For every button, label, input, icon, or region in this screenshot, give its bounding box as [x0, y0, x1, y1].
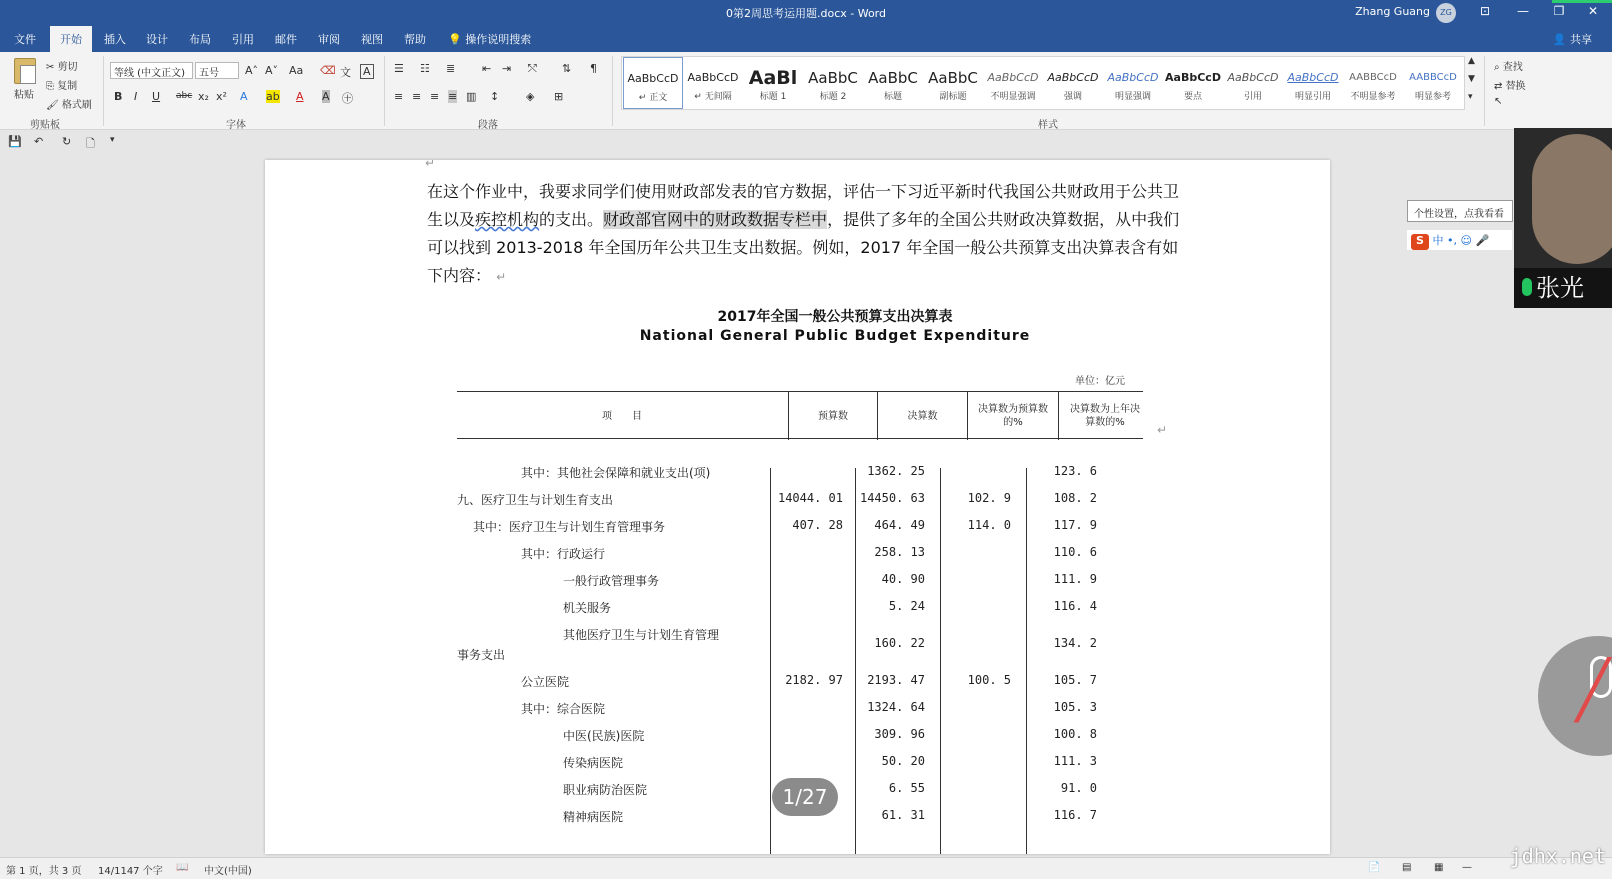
- spelling-flag-text: 疾控机构: [475, 210, 540, 229]
- increase-indent-icon[interactable]: ⇥: [502, 62, 512, 75]
- pinyin-icon[interactable]: 文: [340, 66, 351, 79]
- person-icon: 👤: [1552, 33, 1570, 46]
- cell-ratio-last: 111. 9: [1053, 572, 1097, 586]
- cell-actual: 40. 90: [881, 572, 925, 586]
- style-normal[interactable]: [623, 57, 683, 109]
- table-row: [265, 514, 1330, 541]
- font-size-select[interactable]: 五号: [195, 62, 239, 79]
- style-name: 要点: [1183, 92, 1202, 102]
- clipboard-group-label: 剪贴板: [30, 120, 60, 131]
- replace-icon: ⇄: [1494, 81, 1506, 92]
- table-title-cn: 2017年全国一般公共预算支出决算表: [717, 309, 953, 325]
- tab-help[interactable]: 帮助: [404, 33, 426, 46]
- brush-icon: 🖌: [46, 100, 62, 111]
- format-painter-button[interactable]: [46, 96, 92, 111]
- style-strong[interactable]: [1163, 57, 1223, 109]
- styles-group-label: 样式: [1038, 120, 1058, 131]
- line-spacing-icon[interactable]: ↕: [490, 90, 500, 103]
- restore-button[interactable]: ❐: [1553, 4, 1565, 18]
- style-sample: AaBbCcD: [1047, 71, 1099, 84]
- cell-ratio-last: 108. 2: [1053, 491, 1097, 505]
- row-label: 其中：其他社会保障和就业支出(项): [521, 466, 711, 480]
- cut-label: 剪切: [57, 62, 78, 73]
- cell-ratio-last: 110. 6: [1053, 545, 1097, 559]
- divider: [1484, 56, 1485, 126]
- gallery-down-icon[interactable]: ▼: [1468, 74, 1475, 84]
- subscript-icon[interactable]: x₂: [198, 90, 209, 103]
- distributed-icon[interactable]: ▥: [466, 90, 477, 103]
- clear-format-icon[interactable]: ⌫: [320, 64, 336, 77]
- window-accent: [1552, 0, 1612, 3]
- search-icon: ⌕: [1494, 62, 1503, 73]
- paste-button[interactable]: 粘贴: [14, 90, 34, 101]
- shrink-font-icon[interactable]: A˅: [265, 64, 279, 77]
- cell-actual: 5. 24: [888, 599, 925, 613]
- divider: [612, 56, 613, 126]
- save-icon[interactable]: 💾: [8, 135, 22, 148]
- style-quote[interactable]: [1223, 57, 1283, 109]
- style-name: 引用: [1243, 92, 1262, 102]
- cell-actual: 50. 20: [881, 754, 925, 768]
- lightbulb-icon: 💡: [448, 33, 466, 46]
- status-bar: [0, 857, 1612, 879]
- italic-icon[interactable]: I: [134, 90, 138, 103]
- font-group-label: 字体: [226, 120, 246, 131]
- copy-icon: ⎘: [46, 81, 58, 92]
- style-sample: AaBbCcD: [987, 71, 1039, 84]
- style-sample: AaBbCcD: [1165, 71, 1221, 84]
- style-emphasis[interactable]: [1043, 57, 1103, 109]
- share-button[interactable]: [1553, 31, 1592, 47]
- paragraph-group-label: 段落: [478, 120, 498, 131]
- row-label: 传染病医院: [563, 756, 624, 770]
- style-sample: AaBbCcD: [627, 72, 679, 85]
- cell-ratio-budget: 102. 9: [967, 491, 1011, 505]
- grow-font-icon[interactable]: A˄: [245, 64, 259, 77]
- char-shading-icon[interactable]: A: [322, 90, 330, 103]
- cell-ratio-last: 116. 7: [1053, 808, 1097, 822]
- row-label: 公立医院: [521, 675, 570, 689]
- show-marks-icon[interactable]: ¶: [590, 62, 597, 75]
- style-sample: AaBbC: [928, 69, 978, 87]
- close-button[interactable]: ✕: [1587, 4, 1599, 18]
- redo-icon[interactable]: ↻: [62, 135, 72, 148]
- style-subtle-emphasis[interactable]: [983, 57, 1043, 109]
- row-label: 中医(民族)医院: [563, 729, 645, 743]
- language-indicator[interactable]: 中文(中国): [204, 866, 252, 877]
- style-intense-reference[interactable]: [1403, 57, 1463, 109]
- participant-name: 张光: [1536, 274, 1584, 302]
- change-case-icon[interactable]: Aa: [289, 64, 304, 77]
- style-sample: AaBbCcD: [687, 71, 739, 84]
- cell-actual: 1362. 25: [867, 464, 925, 478]
- style-name: 标题 2: [819, 92, 847, 102]
- style-name: 明显引用: [1294, 92, 1331, 102]
- cell-actual: 2193. 47: [867, 673, 925, 687]
- style-title[interactable]: [863, 57, 923, 109]
- tab-file[interactable]: 文件: [14, 33, 36, 46]
- row-label: 其他医疗卫生与计划生育管理: [563, 628, 720, 642]
- numbering-icon[interactable]: ☷: [420, 62, 430, 75]
- header-budget: 预算数: [818, 410, 848, 422]
- row-label: 其中：综合医院: [521, 702, 606, 716]
- user-name[interactable]: Zhang Guang: [1355, 5, 1430, 18]
- avatar[interactable]: ZG: [1436, 3, 1456, 23]
- style-intense-quote[interactable]: [1283, 57, 1343, 109]
- align-center-icon[interactable]: ≡: [412, 90, 422, 103]
- tab-insert[interactable]: 插入: [104, 33, 126, 46]
- row-label: 九、医疗卫生与计划生育支出: [457, 493, 614, 507]
- tab-review[interactable]: 审阅: [318, 33, 340, 46]
- find-button[interactable]: [1494, 58, 1523, 73]
- paragraph-mark: ↵: [425, 160, 436, 170]
- style-subtle-reference[interactable]: [1343, 57, 1403, 109]
- cell-actual: 1324. 64: [867, 700, 925, 714]
- paragraph-mark: ↵: [1157, 423, 1168, 437]
- page-count[interactable]: 第 1 页，共 3 页: [6, 866, 82, 877]
- format-painter-label: 格式刷: [61, 100, 92, 111]
- table-title-en: National General Public Budget Expenditure: [639, 328, 1031, 344]
- body-paragraph[interactable]: [427, 178, 1187, 291]
- superscript-icon[interactable]: x²: [216, 90, 227, 103]
- quick-access-toolbar: [0, 131, 1612, 153]
- char-border-icon[interactable]: A: [360, 64, 374, 79]
- scissors-icon: ✂: [46, 62, 58, 73]
- borders-icon[interactable]: ⊞: [554, 90, 564, 103]
- row-label: 机关服务: [563, 601, 612, 615]
- document-icon[interactable]: 🗋: [86, 137, 95, 150]
- participant-label: [1514, 268, 1612, 308]
- justify-icon[interactable]: ≡: [448, 90, 458, 103]
- table-row: [265, 622, 1330, 662]
- table-unit: 单位：亿元: [1075, 376, 1125, 387]
- watermark: jdhx.net: [1509, 844, 1606, 868]
- read-mode-icon[interactable]: 📄: [1368, 862, 1381, 873]
- print-layout-icon[interactable]: ▤: [1402, 862, 1412, 873]
- cell-ratio-budget: 114. 0: [967, 518, 1011, 532]
- tab-home[interactable]: 开始: [50, 26, 92, 52]
- style-sample: AaBbC: [808, 69, 858, 87]
- style-sample: AaBbC: [868, 69, 918, 87]
- document-title: 0第2周思考运用题.docx - Word: [726, 7, 886, 20]
- share-label: 共享: [1570, 33, 1592, 46]
- row-label: 其中：行政运行: [521, 547, 606, 561]
- row-label-continued: 事务支出: [457, 648, 506, 662]
- document-page[interactable]: [265, 160, 1330, 854]
- tab-layout[interactable]: 布局: [189, 33, 211, 46]
- select-button[interactable]: [1494, 96, 1502, 107]
- style-heading-1[interactable]: [743, 57, 803, 109]
- cell-ratio-budget: 100. 5: [967, 673, 1011, 687]
- paragraph-text: ，提供了多年的全国公共财政决算数据，从中我们可以找到 2013-2018 年全国历年公共卫生支出数据。例如，2017 年全国一般公共预算支出决算表含有如下内容：: [427, 210, 1180, 285]
- ribbon-display-icon[interactable]: ⊡: [1479, 4, 1491, 18]
- underline-icon[interactable]: U: [152, 90, 161, 103]
- sort-icon[interactable]: ⇅: [562, 62, 572, 75]
- find-label: 查找: [1502, 62, 1523, 73]
- gallery-up-icon[interactable]: ▲: [1468, 56, 1475, 66]
- table-row: [265, 568, 1330, 595]
- style-subtitle[interactable]: [923, 57, 983, 109]
- style-name: 标题: [883, 92, 902, 102]
- highlight-color-icon[interactable]: ab: [266, 90, 280, 103]
- shading-icon[interactable]: ◈: [526, 90, 535, 103]
- table-row: [265, 696, 1330, 723]
- cell-ratio-last: 116. 4: [1053, 599, 1097, 613]
- web-layout-icon[interactable]: ▦: [1434, 862, 1444, 873]
- strikethrough-icon[interactable]: abc: [176, 91, 193, 101]
- customize-icon[interactable]: ▾: [110, 135, 115, 145]
- text-effects-icon[interactable]: A: [240, 90, 248, 103]
- cell-ratio-last: 91. 0: [1060, 781, 1097, 795]
- cell-budget: 2182. 97: [785, 673, 843, 687]
- cursor-icon: ↖: [1494, 96, 1503, 107]
- tell-me-label: 操作说明搜索: [465, 33, 532, 46]
- cut-button[interactable]: [46, 58, 78, 73]
- copy-label: 复制: [57, 81, 78, 92]
- cell-actual: 258. 13: [874, 545, 925, 559]
- style-intense-emphasis[interactable]: [1103, 57, 1163, 109]
- style-name: 强调: [1063, 92, 1082, 102]
- cell-actual: 160. 22: [874, 636, 925, 650]
- style-name: 不明显强调: [990, 92, 1036, 102]
- replace-label: 替换: [1505, 81, 1526, 92]
- table-row: [265, 669, 1330, 696]
- zoom-out-button[interactable]: —: [1462, 862, 1472, 873]
- cell-actual: 61. 31: [881, 808, 925, 822]
- cell-ratio-last: 105. 7: [1053, 673, 1097, 687]
- undo-icon[interactable]: ↶: [34, 135, 44, 148]
- paragraph-text: 的支出。: [539, 210, 604, 229]
- cell-ratio-last: 134. 2: [1053, 636, 1097, 650]
- row-label: 一般行政管理事务: [563, 574, 660, 588]
- header-ratio-last: 决算数为上年决算数的%: [1070, 404, 1140, 428]
- divider: [103, 56, 104, 126]
- row-label: 精神病医院: [563, 810, 624, 824]
- cell-actual: 14450. 63: [859, 491, 925, 505]
- ribbon-tabs: [0, 26, 1612, 52]
- style-sample: AABBCcD: [1409, 72, 1457, 83]
- align-right-icon[interactable]: ≡: [430, 90, 440, 103]
- bullets-icon[interactable]: ☰: [394, 62, 404, 75]
- copy-button[interactable]: [46, 77, 77, 92]
- cell-ratio-last: 123. 6: [1053, 464, 1097, 478]
- sogou-logo-icon: S: [1411, 234, 1429, 250]
- table-row: [265, 541, 1330, 568]
- ime-toolbar[interactable]: [1407, 230, 1512, 250]
- ime-mode[interactable]: 中: [1432, 234, 1444, 247]
- styles-gallery: [621, 56, 1465, 110]
- row-label: 其中：医疗卫生与计划生育管理事务: [473, 520, 666, 534]
- divider: [384, 56, 385, 126]
- multilevel-list-icon[interactable]: ≣: [446, 62, 456, 75]
- gallery-more-icon[interactable]: ▾: [1468, 92, 1473, 102]
- minimize-button[interactable]: —: [1517, 4, 1529, 18]
- tab-design[interactable]: 设计: [146, 33, 168, 46]
- style-sample: AaBbCcD: [1107, 71, 1159, 84]
- table-row: [265, 595, 1330, 622]
- table-row: [265, 750, 1330, 777]
- chinese-layout-icon[interactable]: ⤲: [528, 62, 537, 75]
- style-name: 标题 1: [759, 92, 787, 102]
- paragraph-text: 在这个作业中，我要求同学们使用财政部发表的官方数据，评估一下习近平新时代我国公共财政用于公共卫生以及: [427, 182, 1180, 229]
- cell-ratio-last: 111. 3: [1053, 754, 1097, 768]
- tab-mailings[interactable]: 邮件: [275, 33, 297, 46]
- cell-ratio-last: 105. 3: [1053, 700, 1097, 714]
- header-item: 项 目: [602, 410, 642, 422]
- replace-button[interactable]: [1494, 77, 1526, 92]
- style-name: 明显参考: [1414, 92, 1451, 102]
- style-sample: AaBbCcD: [1227, 71, 1279, 84]
- table-row: [265, 460, 1330, 487]
- enclose-char-icon[interactable]: ㊉: [342, 92, 353, 105]
- cell-ratio-last: 100. 8: [1053, 727, 1097, 741]
- paste-icon[interactable]: [14, 58, 36, 84]
- tab-view[interactable]: 视图: [361, 33, 383, 46]
- cell-actual: 464. 49: [874, 518, 925, 532]
- header-ratio-budget: 决算数为预算数的%: [978, 404, 1048, 428]
- proofing-icon[interactable]: 📖: [176, 862, 189, 873]
- font-color-icon[interactable]: A: [296, 90, 304, 103]
- paragraph-mark: ↵: [496, 270, 507, 284]
- table-row: [265, 723, 1330, 750]
- page-indicator[interactable]: 1/27: [772, 778, 838, 816]
- cell-actual: 309. 96: [874, 727, 925, 741]
- highlighted-text: 财政部官网中的财政数据专栏中: [603, 210, 828, 229]
- word-count[interactable]: 14/1147 个字: [98, 866, 163, 877]
- muted-slash-icon: ╱: [1576, 658, 1610, 723]
- row-label: 职业病防治医院: [563, 783, 648, 797]
- ribbon: [0, 52, 1612, 130]
- table-row: [265, 487, 1330, 514]
- bold-icon[interactable]: B: [114, 90, 123, 103]
- header-actual: 决算数: [907, 410, 938, 422]
- style-sample: AaBl: [748, 67, 798, 89]
- cell-budget: 407. 28: [792, 518, 843, 532]
- style-name: ↵ 正文: [638, 93, 668, 103]
- cell-ratio-last: 117. 9: [1053, 518, 1097, 532]
- tab-references[interactable]: 引用: [232, 33, 254, 46]
- style-no-spacing[interactable]: [683, 57, 743, 109]
- cell-actual: 6. 55: [888, 781, 925, 795]
- style-sample: AaBbCcD: [1287, 71, 1339, 84]
- style-name: 明显强调: [1114, 92, 1151, 102]
- style-name: ↵ 无间隔: [694, 92, 732, 102]
- decrease-indent-icon[interactable]: ⇤: [482, 62, 492, 75]
- cell-budget: 14044. 01: [777, 491, 843, 505]
- style-name: 副标题: [939, 92, 967, 102]
- font-name-select[interactable]: 等线 (中文正文): [110, 62, 193, 79]
- tell-me-search[interactable]: [448, 31, 531, 47]
- style-sample: AABBCcD: [1349, 72, 1397, 83]
- ime-symbols[interactable]: •, ☺ 🎤: [1447, 234, 1490, 247]
- style-name: 不明显参考: [1350, 92, 1396, 102]
- title-bar: [0, 0, 1612, 26]
- participant-video[interactable]: [1514, 128, 1612, 308]
- microphone-active-icon: [1522, 278, 1532, 296]
- mute-toggle[interactable]: [1538, 636, 1612, 756]
- participant-head: [1532, 134, 1612, 264]
- align-left-icon[interactable]: ≡: [394, 90, 404, 103]
- style-heading-2[interactable]: [803, 57, 863, 109]
- ime-tooltip[interactable]: 个性设置，点我看看: [1407, 200, 1513, 222]
